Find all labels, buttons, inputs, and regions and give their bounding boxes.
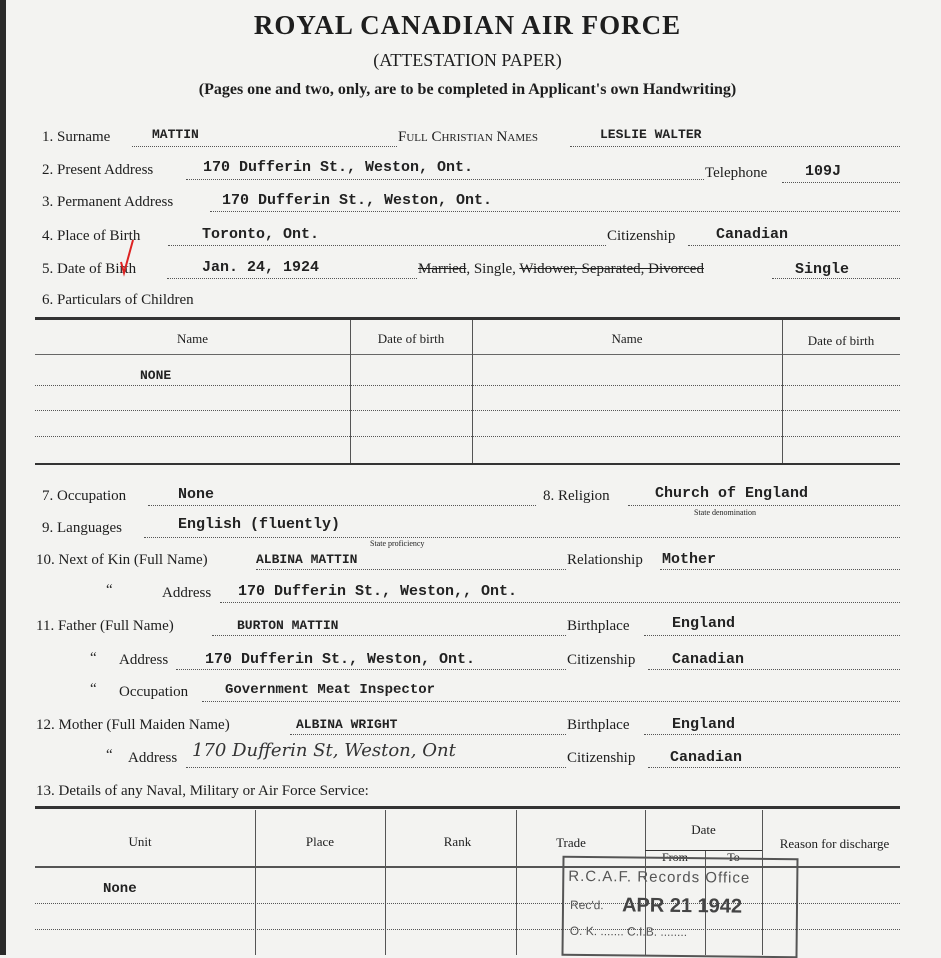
relationship-label: Relationship [567, 552, 643, 568]
mother-value: ALBINA WRIGHT [296, 717, 398, 732]
religion-note: State denomination [694, 508, 756, 517]
christian-names-label: Full Christian Names [398, 129, 538, 145]
service-header-reason: Reason for discharge [779, 836, 890, 851]
father-value: BURTON MATTIN [237, 618, 339, 633]
service-header-trade: Trade [556, 835, 586, 850]
telephone-label: Telephone [705, 165, 768, 181]
service-row-unit: None [103, 881, 137, 897]
next-of-kin-label: 10. Next of Kin (Full Name) [36, 552, 208, 568]
father-address-label: Address [119, 652, 169, 668]
place-of-birth-value: Toronto, Ont. [202, 226, 320, 243]
father-citizenship-label: Citizenship [567, 652, 636, 668]
father-birthplace-value: England [672, 615, 736, 632]
mother-address-label: Address [128, 750, 178, 766]
children-row-value: NONE [140, 368, 172, 383]
permanent-address-value: 170 Dufferin St., Weston, Ont. [222, 192, 493, 209]
present-address-label: 2. Present Address [42, 162, 154, 178]
service-header-date: Date [691, 822, 716, 837]
instruction-text: (Pages one and two, only, are to be completed in Applicant's own Handwriting) [198, 81, 737, 98]
next-of-kin-value: ALBINA MATTIN [256, 552, 358, 567]
mother-citizenship-value: Canadian [670, 749, 743, 766]
occupation-value: None [178, 486, 215, 503]
languages-value: English (fluently) [178, 516, 341, 533]
children-header-dob-2: Date of birth [807, 333, 875, 348]
father-label: 11. Father (Full Name) [36, 618, 174, 634]
place-of-birth-label: 4. Place of Birth [42, 228, 141, 244]
kin-address-value: 170 Dufferin St., Weston,, Ont. [238, 583, 518, 600]
stamp-office: R.C.A.F. Records Office [568, 867, 751, 887]
service-header-to: To [727, 850, 740, 864]
ditto-mark: “ [90, 650, 97, 666]
permanent-address-label: 3. Permanent Address [42, 194, 174, 210]
children-header-name: Name [176, 331, 209, 346]
date-of-birth-value: Jan. 24, 1924 [202, 259, 320, 276]
date-of-birth-label: 5. Date of Birth [42, 261, 137, 277]
children-label: 6. Particulars of Children [42, 292, 194, 308]
document-title: ROYAL CANADIAN AIR FORCE [253, 10, 682, 40]
languages-note: State proficiency [370, 539, 425, 548]
father-birthplace-label: Birthplace [567, 618, 630, 634]
surname-value: MATTIN [152, 127, 199, 142]
stamp-date: APR 21 1942 [621, 894, 743, 918]
mother-label: 12. Mother (Full Maiden Name) [36, 717, 230, 733]
document-subtitle: (ATTESTATION PAPER) [373, 50, 562, 70]
stamp-received-label: Rec'd. [569, 897, 604, 913]
surname-label: 1. Surname [42, 129, 111, 145]
service-header-from: From [661, 850, 688, 864]
relationship-value: Mother [662, 551, 717, 568]
mother-citizenship-label: Citizenship [567, 750, 636, 766]
religion-value: Church of England [655, 485, 809, 502]
present-address-value: 170 Dufferin St., Weston, Ont. [203, 159, 474, 176]
ditto-mark: “ [106, 747, 113, 763]
father-occupation-value: Government Meat Inspector [225, 682, 436, 698]
citizenship-label: Citizenship [607, 228, 676, 244]
ditto-mark: “ [106, 582, 113, 598]
red-checkmark-icon [118, 238, 138, 278]
citizenship-value: Canadian [716, 226, 789, 243]
father-occupation-label: Occupation [119, 684, 189, 700]
service-header-rank: Rank [443, 834, 472, 849]
service-label: 13. Details of any Naval, Military or Air Force Service: [36, 783, 369, 799]
marital-status-value: Single [795, 261, 850, 278]
service-header-place: Place [305, 834, 335, 849]
father-citizenship-value: Canadian [672, 651, 745, 668]
languages-label: 9. Languages [42, 520, 122, 536]
marital-status-options: Married, Single, Widower, Separated, Divorced [418, 261, 704, 277]
ditto-mark: “ [90, 681, 97, 697]
mother-birthplace-label: Birthplace [567, 717, 630, 733]
stamp-ok-line: O. K. ....... C.I.B. ........ [569, 923, 688, 940]
scan-edge [0, 0, 6, 955]
children-header-dob: Date of birth [377, 331, 445, 346]
service-header-unit: Unit [128, 834, 152, 849]
kin-address-label: Address [162, 585, 212, 601]
christian-names-value: LESLIE WALTER [600, 127, 702, 142]
mother-birthplace-value: England [672, 716, 736, 733]
telephone-value: 109J [805, 163, 842, 180]
occupation-label: 7. Occupation [42, 488, 127, 504]
mother-address-handwritten: 170 Dufferin St, Weston, Ont [192, 740, 456, 761]
religion-label: 8. Religion [543, 488, 610, 504]
father-address-value: 170 Dufferin St., Weston, Ont. [205, 651, 476, 668]
records-office-stamp [561, 856, 798, 958]
children-header-name-2: Name [611, 331, 643, 346]
